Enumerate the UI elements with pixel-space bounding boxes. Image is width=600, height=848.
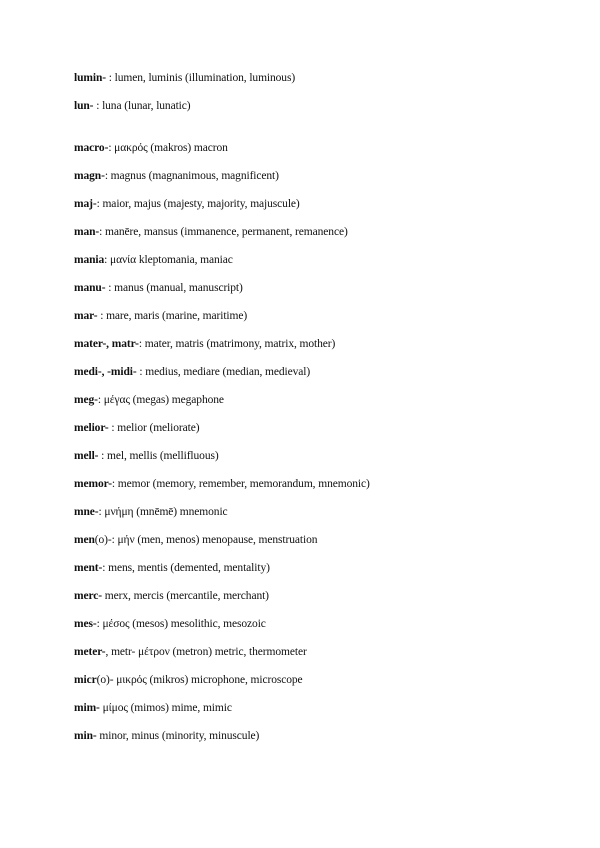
entry-man <box>74 225 574 239</box>
entry-root: mes- <box>74 618 97 630</box>
entry-men <box>74 533 574 547</box>
entry-root: macro- <box>74 142 109 154</box>
entry-definition: merx, mercis (mercantile, merchant) <box>102 590 269 602</box>
entry-definition: : manus (manual, manuscript) <box>105 282 243 294</box>
entry-definition: μίμος (mimos) mime, mimic <box>99 702 232 714</box>
entry-manu <box>74 281 574 295</box>
entry-root: merc- <box>74 590 103 602</box>
entry-root: melior- <box>74 422 109 434</box>
entry-magn <box>74 169 574 183</box>
entry-definition: : μνήμη (mnēmē) mnemonic <box>98 506 228 518</box>
root-word-list <box>74 71 574 757</box>
entry-definition: : mare, maris (marine, maritime) <box>97 310 248 322</box>
entry-definition: : lumen, luminis (illumination, luminous) <box>106 72 296 84</box>
entry-memor <box>74 477 574 491</box>
entry-root: medi-, -midi- <box>74 366 137 378</box>
entry-definition: : memor (memory, remember, memorandum, mnemonic) <box>111 478 370 490</box>
entry-root: meg- <box>74 394 98 406</box>
entry-medi <box>74 365 574 379</box>
entry-min <box>74 729 574 743</box>
entry-definition: (o)- μικρός (mikros) microphone, microscope <box>96 674 303 686</box>
entry-definition: (o)-: μήν (men, menos) menopause, menstruation <box>94 534 318 546</box>
entry-meter <box>74 645 574 659</box>
entry-definition: : mel, mellis (mellifluous) <box>98 450 219 462</box>
entry-root: man- <box>74 226 100 238</box>
entry-root: lun- <box>74 100 94 112</box>
entry-mania <box>74 253 574 267</box>
entry-lun <box>74 99 574 113</box>
entry-definition: : mens, mentis (demented, mentality) <box>102 562 270 574</box>
entry-root: lumin- <box>74 72 106 84</box>
entry-mell <box>74 449 574 463</box>
entry-merc <box>74 589 574 603</box>
entry-root: manu- <box>74 282 106 294</box>
entry-lumin <box>74 71 574 85</box>
entry-mar <box>74 309 574 323</box>
entry-root: min- <box>74 730 97 742</box>
entry-root: mar- <box>74 310 98 322</box>
entry-root: mell- <box>74 450 99 462</box>
entry-melior <box>74 421 574 435</box>
entry-root: magn- <box>74 170 105 182</box>
entry-definition: : μέγας (megas) megaphone <box>97 394 224 406</box>
entry-root: mania <box>74 254 105 266</box>
entry-mne <box>74 505 574 519</box>
entry-ment <box>74 561 574 575</box>
entry-definition: : melior (meliorate) <box>108 422 200 434</box>
entry-micr <box>74 673 574 687</box>
entry-root: micr <box>74 674 97 686</box>
entry-definition: : luna (lunar, lunatic) <box>93 100 191 112</box>
entry-root: mim- <box>74 702 100 714</box>
entry-definition: : mater, matris (matrimony, matrix, mother) <box>138 338 336 350</box>
entry-definition: minor, minus (minority, minuscule) <box>96 730 260 742</box>
entry-meg <box>74 393 574 407</box>
entry-definition: : magnus (magnanimous, magnificent) <box>104 170 279 182</box>
entry-root: ment- <box>74 562 103 574</box>
entry-root: men <box>74 534 95 546</box>
entry-definition: : manēre, mansus (immanence, permanent, remanence) <box>99 226 348 238</box>
entry-definition: : μανία kleptomania, maniac <box>104 254 233 266</box>
entry-root: mne- <box>74 506 99 518</box>
entry-maj <box>74 197 574 211</box>
entry-mater <box>74 337 574 351</box>
entry-root: mater-, matr- <box>74 338 139 350</box>
entry-definition: : μέσος (mesos) mesolithic, mesozoic <box>96 618 266 630</box>
entry-definition: , metr- μέτρον (metron) metric, thermometer <box>105 646 307 658</box>
entry-macro <box>74 141 574 155</box>
entry-root: meter- <box>74 646 106 658</box>
entry-definition: : maior, majus (majesty, majority, majuscule) <box>96 198 300 210</box>
entry-root: maj- <box>74 198 97 210</box>
entry-definition: : μακρός (makros) macron <box>108 142 228 154</box>
entry-root: memor- <box>74 478 112 490</box>
entry-mes <box>74 617 574 631</box>
entry-definition: : medius, mediare (median, medieval) <box>136 366 311 378</box>
entry-mim <box>74 701 574 715</box>
